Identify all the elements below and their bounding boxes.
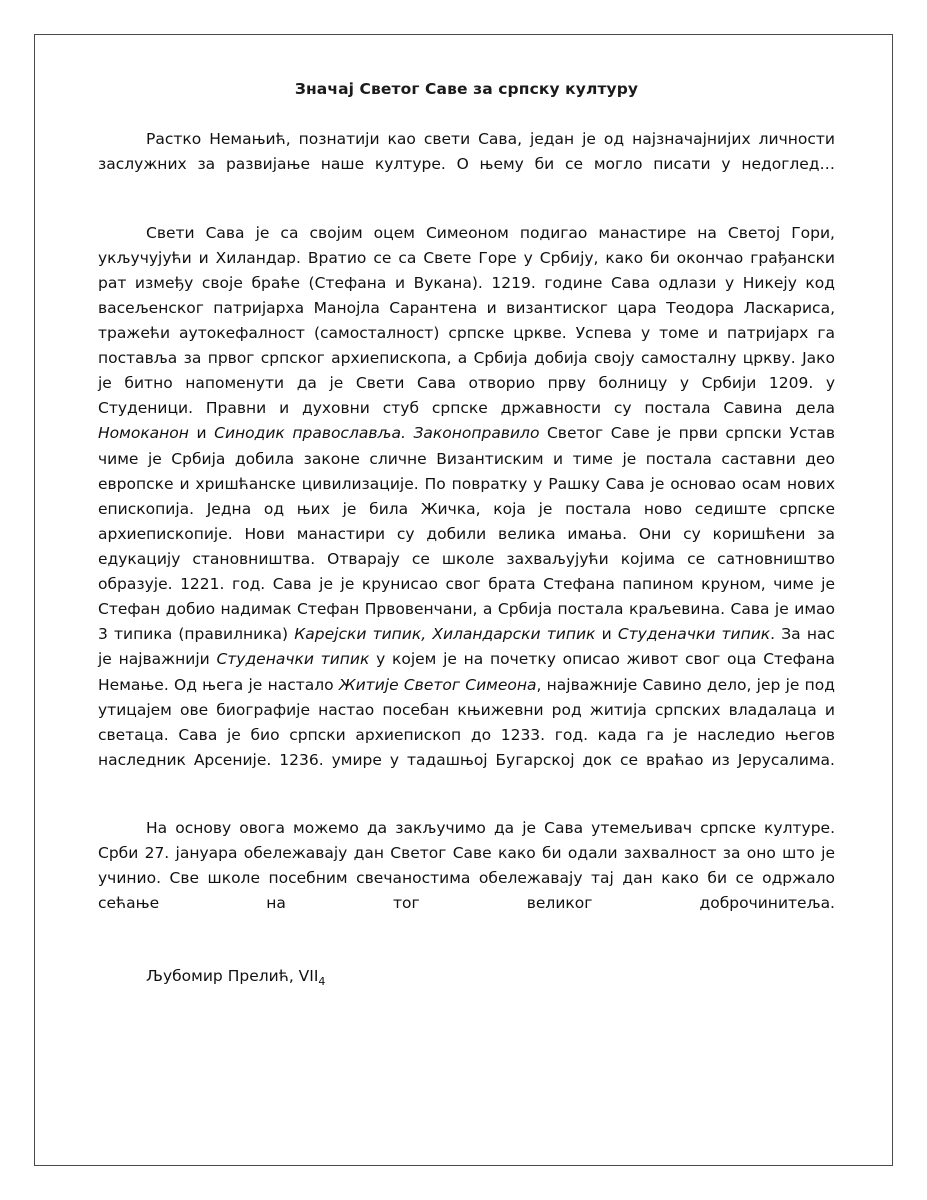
italic-text-run: Студеначки типик [617, 625, 771, 644]
text-run: На основу овога можемо да закључимо да је Сава утемељивач српске културе. Срби 27. јануара обележавају дан Светог Саве како би одали захвалност за оно што је учинио. Све школе посебним свечаностима обележавају тај дан како би се одржало сећање на тог великог доброчинитеља. [98, 819, 835, 913]
text-run: и [595, 625, 618, 644]
italic-text-run: Студеначки типик [216, 650, 370, 669]
text-run: . За нас је најважнији [98, 625, 835, 669]
italic-text-run: Синодик православља. Законоправило [214, 424, 540, 443]
signature [98, 964, 835, 991]
page-title: Значај Светог Саве за српску културу [294, 80, 639, 98]
text-run: , најважније Савино дело, јер је под утицајем ове биографије настао посебан књижевни род житија српских владалаца и светаца. Сава је био српски архиепископ до 1233. год. када га је наследио његов наследник Арсеније. 1236. умире у тадашњој Бугарској док се враћао из Јерусалима. [98, 675, 836, 769]
paragraph [98, 816, 835, 942]
paragraph [98, 127, 835, 202]
text-run: и [188, 424, 215, 443]
italic-text-run: Номоканон [98, 424, 189, 443]
italic-text-run: Карејски типик, Хиландарски типик [294, 625, 596, 644]
signature-subscript: 4 [318, 974, 326, 988]
text-run: Растко Немањић, познатији као свети Сава, један је од најзначајнијих личности заслужних за развијање наше културе. О њему би се могло писати у недоглед… [98, 130, 835, 174]
italic-text-run: Житије Светог Симеона [338, 675, 537, 694]
text-run: Свети Сава је са својим оцем Симеоном подигао манастире на Светој Гори, укључујући и Хиландар. Вратио се са Свете Горе у Србију, како би окончао грађански рат између своје браће (Стефана и Вукана). 1219. године Сава одлази у Никеју код васељенског патријарха Манојла Сарантена и византиског цара Теодора Ласкариса, тражећи аутокефалност (самосталност) српске цркве. Успева у томе и патријарх га поставља за првог српског архиепископа, а Србија добија своју самосталну цркву. Јако је битно напоменути да је Свети Сава отворио прву болницу у Србији 1209. у Студеници. Правни и духовни стуб српске државности су постала Савина дела [98, 223, 835, 418]
document-content [36, 34, 891, 1030]
document-body [98, 127, 835, 941]
paragraph [98, 221, 835, 799]
text-run: у којем је на почетку описао живот свог оца Стефана Немање. Од њега је настало [98, 650, 835, 694]
text-run: Светог Саве је први српски Устав чиме је Србија добила законе сличне Византиским и тиме је постала саставни део европске и хришћанске цивилизације. По повратку у Рашку Сава је основао осам нових епископија. Једна од њих је била Жичка, која је постала ново седиште српске архиепископије. Нови манастири су добили велика имања. Они су коришћени за едукацију становништва. Отварају се школе захваљујући којима се сатновништво образује. 1221. год. Сава је је крунисао свог брата Стефана папином круном, чиме је Стефан добио надимак Стефан Првовенчани, а Србија постала краљевина. Сава је имао 3 типика (правилника) [98, 424, 835, 644]
signature-name: Љубомир Прелић, VII [146, 966, 319, 985]
